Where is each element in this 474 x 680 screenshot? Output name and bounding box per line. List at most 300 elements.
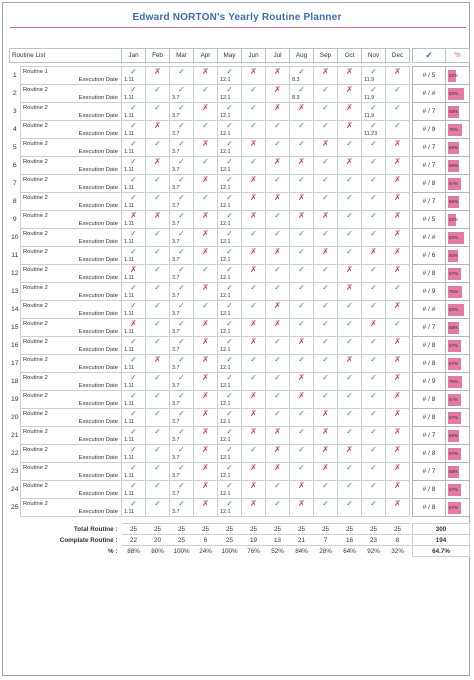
execution-date[interactable] [314, 365, 338, 373]
execution-date[interactable] [314, 113, 338, 121]
month-cell[interactable] [290, 463, 314, 473]
execution-date[interactable] [242, 347, 266, 355]
month-cell[interactable] [362, 373, 386, 383]
execution-date[interactable] [194, 329, 218, 337]
execution-date[interactable] [314, 275, 338, 283]
month-cell[interactable] [338, 211, 362, 221]
execution-date[interactable] [362, 185, 386, 193]
month-cell[interactable] [290, 211, 314, 221]
routine-name[interactable]: Routine 2 [21, 139, 122, 149]
execution-date[interactable] [146, 293, 170, 301]
execution-date[interactable] [146, 275, 170, 283]
month-cell[interactable] [386, 445, 410, 455]
execution-date[interactable] [266, 491, 290, 499]
month-cell[interactable] [218, 301, 242, 311]
execution-date[interactable] [362, 149, 386, 157]
month-cell[interactable] [314, 481, 338, 491]
month-cell[interactable] [218, 445, 242, 455]
month-cell[interactable] [146, 409, 170, 419]
month-cell[interactable] [386, 211, 410, 221]
month-cell[interactable] [170, 247, 194, 257]
execution-date[interactable]: 1.11 [122, 95, 146, 103]
month-cell[interactable] [362, 139, 386, 149]
execution-date[interactable] [194, 509, 218, 517]
execution-date[interactable]: 1.11 [122, 419, 146, 427]
execution-date[interactable]: 12.1 [218, 347, 242, 355]
month-cell[interactable] [242, 67, 266, 77]
month-cell[interactable] [242, 85, 266, 95]
execution-date[interactable]: 12.1 [218, 401, 242, 409]
execution-date[interactable]: 3.7 [170, 455, 194, 463]
execution-date[interactable] [146, 95, 170, 103]
execution-date[interactable] [290, 365, 314, 373]
execution-date[interactable] [386, 473, 410, 481]
execution-date[interactable] [314, 419, 338, 427]
execution-date[interactable] [314, 185, 338, 193]
execution-date[interactable] [314, 455, 338, 463]
month-cell[interactable] [290, 139, 314, 149]
month-cell[interactable] [218, 391, 242, 401]
execution-date[interactable] [362, 365, 386, 373]
execution-date[interactable] [266, 221, 290, 229]
month-cell[interactable] [194, 121, 218, 131]
execution-date[interactable] [314, 383, 338, 391]
month-cell[interactable] [338, 85, 362, 95]
execution-date[interactable] [386, 329, 410, 337]
month-cell[interactable] [170, 301, 194, 311]
month-cell[interactable] [338, 301, 362, 311]
execution-date[interactable]: 3.7 [170, 419, 194, 427]
execution-date[interactable] [290, 167, 314, 175]
month-cell[interactable] [242, 265, 266, 275]
month-cell[interactable] [386, 319, 410, 329]
execution-date[interactable] [146, 347, 170, 355]
execution-date[interactable]: 1.11 [122, 275, 146, 283]
execution-date[interactable] [314, 167, 338, 175]
execution-date[interactable] [338, 257, 362, 265]
month-cell[interactable] [122, 319, 146, 329]
execution-date[interactable] [362, 419, 386, 427]
month-cell[interactable] [362, 499, 386, 509]
month-cell[interactable] [170, 355, 194, 365]
execution-date[interactable] [314, 347, 338, 355]
execution-date[interactable]: 3.7 [170, 437, 194, 445]
execution-date[interactable] [338, 347, 362, 355]
month-cell[interactable] [290, 481, 314, 491]
execution-date[interactable] [290, 509, 314, 517]
execution-date[interactable] [290, 293, 314, 301]
month-cell[interactable] [338, 103, 362, 113]
execution-date[interactable] [386, 365, 410, 373]
execution-date[interactable] [242, 491, 266, 499]
execution-date[interactable]: 1.11 [122, 77, 146, 85]
execution-date[interactable] [266, 167, 290, 175]
month-cell[interactable] [362, 391, 386, 401]
month-cell[interactable] [266, 211, 290, 221]
month-cell[interactable] [242, 355, 266, 365]
month-cell[interactable] [386, 373, 410, 383]
execution-date[interactable] [338, 329, 362, 337]
month-cell[interactable] [218, 265, 242, 275]
execution-date[interactable] [146, 149, 170, 157]
execution-date[interactable] [290, 131, 314, 139]
month-cell[interactable] [146, 355, 170, 365]
execution-date[interactable] [386, 419, 410, 427]
execution-date[interactable] [386, 455, 410, 463]
month-cell[interactable] [218, 67, 242, 77]
execution-date[interactable]: 3.7 [170, 275, 194, 283]
execution-date[interactable] [386, 203, 410, 211]
month-cell[interactable] [242, 409, 266, 419]
month-cell[interactable] [290, 265, 314, 275]
month-cell[interactable] [386, 463, 410, 473]
execution-date[interactable]: 1.11 [122, 329, 146, 337]
month-cell[interactable] [314, 85, 338, 95]
routine-name[interactable]: Routine 2 [21, 337, 122, 347]
month-cell[interactable] [362, 355, 386, 365]
execution-date[interactable] [362, 167, 386, 175]
execution-date[interactable]: 1.11 [122, 293, 146, 301]
routine-name[interactable]: Routine 2 [21, 373, 122, 383]
month-cell[interactable] [170, 265, 194, 275]
month-cell[interactable] [362, 283, 386, 293]
month-cell[interactable] [194, 391, 218, 401]
month-cell[interactable] [218, 355, 242, 365]
execution-date[interactable] [266, 347, 290, 355]
routine-name[interactable]: Routine 2 [21, 283, 122, 293]
month-cell[interactable] [146, 85, 170, 95]
month-cell[interactable] [122, 103, 146, 113]
execution-date[interactable] [266, 473, 290, 481]
month-cell[interactable] [242, 247, 266, 257]
month-cell[interactable] [122, 391, 146, 401]
execution-date[interactable]: 3.7 [170, 365, 194, 373]
month-cell[interactable] [266, 445, 290, 455]
month-cell[interactable] [146, 445, 170, 455]
month-cell[interactable] [362, 301, 386, 311]
execution-date[interactable]: 3.7 [170, 347, 194, 355]
execution-date[interactable] [386, 437, 410, 445]
execution-date[interactable] [314, 509, 338, 517]
execution-date[interactable] [362, 455, 386, 463]
month-cell[interactable] [386, 391, 410, 401]
execution-date[interactable] [194, 365, 218, 373]
execution-date[interactable] [338, 473, 362, 481]
execution-date[interactable]: 3.7 [170, 131, 194, 139]
execution-date[interactable]: 12.1 [218, 293, 242, 301]
execution-date[interactable] [146, 77, 170, 85]
execution-date[interactable] [386, 401, 410, 409]
execution-date[interactable] [290, 329, 314, 337]
execution-date[interactable]: 12.1 [218, 185, 242, 193]
month-cell[interactable] [242, 283, 266, 293]
month-cell[interactable] [362, 463, 386, 473]
execution-date[interactable]: 12.1 [218, 365, 242, 373]
routine-name[interactable]: Routine 2 [21, 409, 122, 419]
execution-date[interactable] [194, 491, 218, 499]
execution-date[interactable] [338, 203, 362, 211]
routine-name[interactable]: Routine 2 [21, 427, 122, 437]
month-cell[interactable] [194, 409, 218, 419]
execution-date[interactable]: 3.7 [170, 221, 194, 229]
month-cell[interactable] [362, 211, 386, 221]
month-cell[interactable] [170, 229, 194, 239]
month-cell[interactable] [170, 175, 194, 185]
execution-date[interactable] [338, 437, 362, 445]
month-cell[interactable] [386, 265, 410, 275]
month-cell[interactable] [362, 247, 386, 257]
month-cell[interactable] [386, 337, 410, 347]
execution-date[interactable] [242, 77, 266, 85]
execution-date[interactable]: 1.11 [122, 149, 146, 157]
month-cell[interactable] [242, 229, 266, 239]
execution-date[interactable]: 11.9 [362, 77, 386, 85]
execution-date[interactable] [242, 221, 266, 229]
month-cell[interactable] [122, 121, 146, 131]
month-cell[interactable] [290, 247, 314, 257]
execution-date[interactable] [194, 473, 218, 481]
month-cell[interactable] [122, 499, 146, 509]
month-cell[interactable] [122, 193, 146, 203]
month-cell[interactable] [362, 193, 386, 203]
month-cell[interactable] [338, 175, 362, 185]
execution-date[interactable]: 12.1 [218, 473, 242, 481]
month-cell[interactable] [362, 409, 386, 419]
month-cell[interactable] [218, 175, 242, 185]
month-cell[interactable] [362, 157, 386, 167]
month-cell[interactable] [314, 499, 338, 509]
execution-date[interactable] [290, 203, 314, 211]
execution-date[interactable] [146, 113, 170, 121]
month-cell[interactable] [338, 463, 362, 473]
execution-date[interactable]: 3.7 [170, 257, 194, 265]
execution-date[interactable] [290, 149, 314, 157]
execution-date[interactable] [338, 275, 362, 283]
execution-date[interactable] [146, 401, 170, 409]
execution-date[interactable] [146, 203, 170, 211]
execution-date[interactable] [266, 149, 290, 157]
month-cell[interactable] [314, 319, 338, 329]
execution-date[interactable]: 12.1 [218, 131, 242, 139]
execution-date[interactable] [194, 221, 218, 229]
execution-date[interactable] [338, 491, 362, 499]
execution-date[interactable] [146, 455, 170, 463]
execution-date[interactable]: 1.11 [122, 113, 146, 121]
month-cell[interactable] [338, 121, 362, 131]
month-cell[interactable] [194, 481, 218, 491]
execution-date[interactable]: 12.1 [218, 77, 242, 85]
execution-date[interactable] [290, 275, 314, 283]
execution-date[interactable]: 12.1 [218, 113, 242, 121]
execution-date[interactable]: 12.1 [218, 239, 242, 247]
month-cell[interactable] [194, 229, 218, 239]
routine-name[interactable]: Routine 1 [21, 67, 122, 77]
month-cell[interactable] [362, 337, 386, 347]
execution-date[interactable] [242, 275, 266, 283]
month-cell[interactable] [362, 85, 386, 95]
month-cell[interactable] [266, 355, 290, 365]
routine-name[interactable]: Routine 2 [21, 265, 122, 275]
month-cell[interactable] [266, 157, 290, 167]
month-cell[interactable] [170, 319, 194, 329]
execution-date[interactable]: 12.1 [218, 203, 242, 211]
month-cell[interactable] [290, 499, 314, 509]
execution-date[interactable] [194, 347, 218, 355]
month-cell[interactable] [170, 373, 194, 383]
month-cell[interactable] [290, 301, 314, 311]
month-cell[interactable] [266, 499, 290, 509]
month-cell[interactable] [290, 445, 314, 455]
execution-date[interactable] [338, 95, 362, 103]
month-cell[interactable] [146, 193, 170, 203]
execution-date[interactable] [266, 419, 290, 427]
execution-date[interactable] [362, 383, 386, 391]
month-cell[interactable] [218, 157, 242, 167]
month-cell[interactable] [314, 139, 338, 149]
month-cell[interactable] [242, 193, 266, 203]
execution-date[interactable] [194, 401, 218, 409]
routine-name[interactable]: Routine 2 [21, 247, 122, 257]
month-cell[interactable] [218, 247, 242, 257]
month-cell[interactable] [386, 139, 410, 149]
execution-date[interactable] [290, 311, 314, 319]
execution-date[interactable] [266, 437, 290, 445]
month-cell[interactable] [386, 355, 410, 365]
routine-name[interactable]: Routine 2 [21, 355, 122, 365]
month-cell[interactable] [266, 85, 290, 95]
execution-date[interactable] [290, 473, 314, 481]
execution-date[interactable] [146, 311, 170, 319]
execution-date[interactable]: 11.9 [362, 95, 386, 103]
execution-date[interactable] [146, 185, 170, 193]
execution-date[interactable]: 3.7 [170, 473, 194, 481]
execution-date[interactable]: 3.7 [170, 149, 194, 157]
month-cell[interactable] [362, 445, 386, 455]
execution-date[interactable]: 1.11 [122, 509, 146, 517]
execution-date[interactable] [146, 473, 170, 481]
execution-date[interactable] [266, 131, 290, 139]
execution-date[interactable]: 1.11 [122, 185, 146, 193]
execution-date[interactable] [146, 329, 170, 337]
month-cell[interactable] [242, 319, 266, 329]
execution-date[interactable] [266, 275, 290, 283]
execution-date[interactable] [146, 437, 170, 445]
month-cell[interactable] [146, 121, 170, 131]
month-cell[interactable] [338, 193, 362, 203]
month-cell[interactable] [338, 139, 362, 149]
execution-date[interactable] [242, 131, 266, 139]
execution-date[interactable] [146, 167, 170, 175]
month-cell[interactable] [266, 229, 290, 239]
month-cell[interactable] [338, 229, 362, 239]
execution-date[interactable] [338, 77, 362, 85]
month-cell[interactable] [146, 319, 170, 329]
month-cell[interactable] [170, 337, 194, 347]
month-cell[interactable] [170, 391, 194, 401]
execution-date[interactable] [194, 203, 218, 211]
execution-date[interactable] [242, 311, 266, 319]
execution-date[interactable] [242, 95, 266, 103]
execution-date[interactable] [290, 455, 314, 463]
execution-date[interactable]: 11.9 [362, 113, 386, 121]
execution-date[interactable]: 8.3 [290, 95, 314, 103]
month-cell[interactable] [314, 193, 338, 203]
month-cell[interactable] [242, 391, 266, 401]
month-cell[interactable] [170, 67, 194, 77]
execution-date[interactable] [266, 509, 290, 517]
month-cell[interactable] [170, 157, 194, 167]
execution-date[interactable] [194, 311, 218, 319]
month-cell[interactable] [290, 427, 314, 437]
routine-name[interactable]: Routine 2 [21, 391, 122, 401]
month-cell[interactable] [386, 175, 410, 185]
execution-date[interactable]: 3.7 [170, 293, 194, 301]
execution-date[interactable] [194, 77, 218, 85]
execution-date[interactable] [314, 239, 338, 247]
month-cell[interactable] [290, 373, 314, 383]
month-cell[interactable] [194, 157, 218, 167]
month-cell[interactable] [266, 67, 290, 77]
month-cell[interactable] [338, 427, 362, 437]
execution-date[interactable] [314, 293, 338, 301]
month-cell[interactable] [146, 67, 170, 77]
month-cell[interactable] [242, 139, 266, 149]
execution-date[interactable] [386, 257, 410, 265]
execution-date[interactable] [266, 95, 290, 103]
execution-date[interactable] [386, 509, 410, 517]
month-cell[interactable] [242, 481, 266, 491]
month-cell[interactable] [338, 283, 362, 293]
execution-date[interactable]: 12.1 [218, 455, 242, 463]
month-cell[interactable] [122, 337, 146, 347]
month-cell[interactable] [122, 211, 146, 221]
execution-date[interactable] [242, 167, 266, 175]
execution-date[interactable] [362, 203, 386, 211]
month-cell[interactable] [314, 265, 338, 275]
execution-date[interactable] [338, 419, 362, 427]
month-cell[interactable] [170, 283, 194, 293]
execution-date[interactable] [266, 257, 290, 265]
execution-date[interactable]: 8.3 [290, 77, 314, 85]
execution-date[interactable] [242, 185, 266, 193]
month-cell[interactable] [290, 67, 314, 77]
execution-date[interactable] [386, 347, 410, 355]
month-cell[interactable] [314, 175, 338, 185]
execution-date[interactable]: 12.1 [218, 509, 242, 517]
month-cell[interactable] [218, 337, 242, 347]
execution-date[interactable] [146, 383, 170, 391]
execution-date[interactable] [362, 347, 386, 355]
month-cell[interactable] [194, 211, 218, 221]
execution-date[interactable]: 1.11 [122, 455, 146, 463]
month-cell[interactable] [266, 247, 290, 257]
month-cell[interactable] [122, 373, 146, 383]
month-cell[interactable] [218, 85, 242, 95]
month-cell[interactable] [338, 157, 362, 167]
execution-date[interactable] [242, 149, 266, 157]
month-cell[interactable] [314, 409, 338, 419]
execution-date[interactable] [242, 113, 266, 121]
month-cell[interactable] [218, 193, 242, 203]
month-cell[interactable] [290, 157, 314, 167]
month-cell[interactable] [314, 355, 338, 365]
execution-date[interactable] [194, 455, 218, 463]
month-cell[interactable] [338, 265, 362, 275]
month-cell[interactable] [386, 157, 410, 167]
month-cell[interactable] [218, 121, 242, 131]
execution-date[interactable] [386, 221, 410, 229]
month-cell[interactable] [290, 121, 314, 131]
